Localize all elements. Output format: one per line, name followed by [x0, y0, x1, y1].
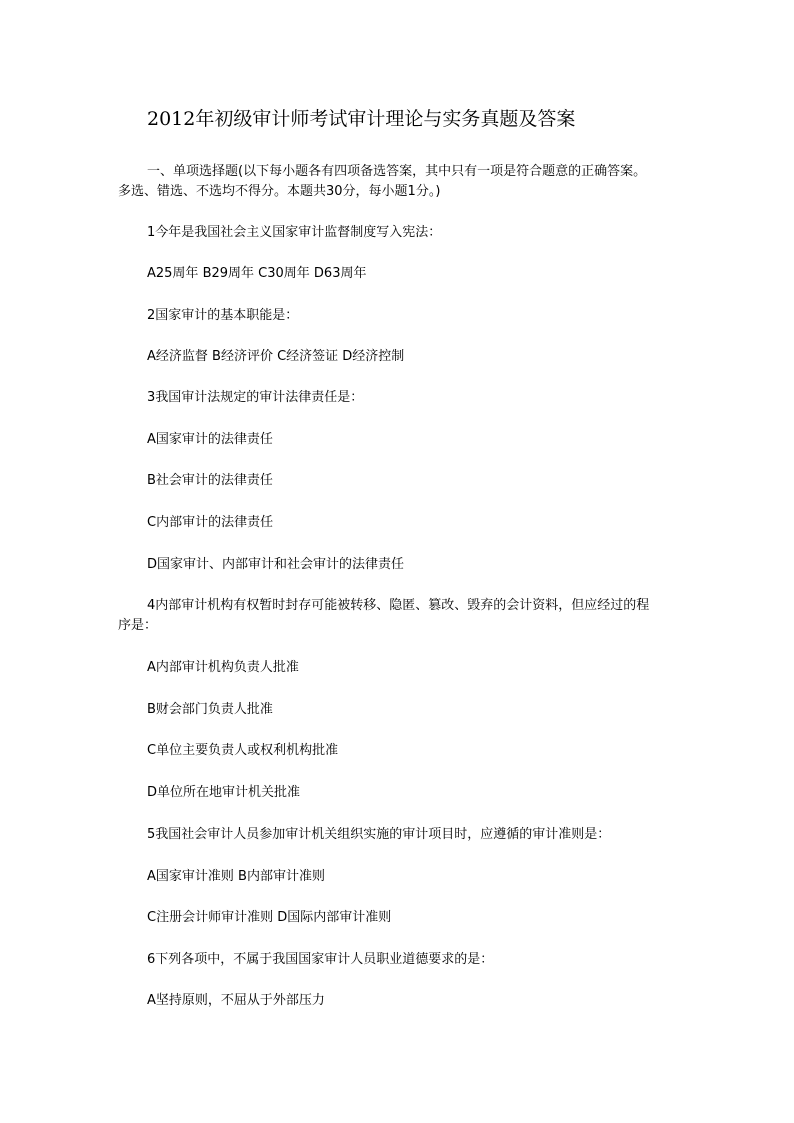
- question-4-option-a: A内部审计机构负责人批准: [147, 660, 299, 675]
- question-5-options-ab: A国家审计准则 B内部审计准则: [147, 869, 325, 884]
- question-6: 6下列各项中，不属于我国国家审计人员职业道德要求的是：: [147, 952, 494, 967]
- question-3-option-c: C内部审计的法律责任: [147, 515, 274, 530]
- question-4-option-c: C单位主要负责人或权利机构批准: [147, 743, 339, 758]
- question-2-options: A经济监督 B经济评价 C经济签证 D经济控制: [147, 349, 405, 364]
- document-title: 2012年初级审计师考试审计理论与实务真题及答案: [147, 108, 576, 130]
- question-2: 2国家审计的基本职能是：: [147, 308, 299, 323]
- question-6-option-a: A坚持原则，不屈从于外部压力: [147, 993, 325, 1008]
- question-1-options: A25周年 B29周年 C30周年 D63周年: [147, 266, 367, 281]
- question-5-options-cd: C注册会计师审计准则 D国际内部审计准则: [147, 910, 392, 925]
- question-4-option-d: D单位所在地审计机关批准: [147, 785, 301, 800]
- question-1: 1今年是我国社会主义国家审计监督制度写入宪法：: [147, 225, 442, 240]
- question-3-option-b: B社会审计的法律责任: [147, 473, 273, 488]
- section-intro: 一、单项选择题(以下每小题各有四项备选答案，其中只有一项是符合题意的正确答案。多选、错选、不选均不得分。本题共30分，每小题1分。): [118, 164, 647, 199]
- question-5: 5我国社会审计人员参加审计机关组织实施的审计项目时，应遵循的审计准则是：: [147, 827, 611, 842]
- question-3-option-a: A国家审计的法律责任: [147, 432, 273, 447]
- question-3-option-d: D国家审计、内部审计和社会审计的法律责任: [147, 557, 405, 572]
- question-3: 3我国审计法规定的审计法律责任是：: [147, 390, 364, 405]
- question-4: 4内部审计机构有权暂时封存可能被转移、隐匿、篡改、毁弃的会计资料，但应经过的程序是：: [118, 598, 650, 633]
- question-4-option-b: B财会部门负责人批准: [147, 702, 273, 717]
